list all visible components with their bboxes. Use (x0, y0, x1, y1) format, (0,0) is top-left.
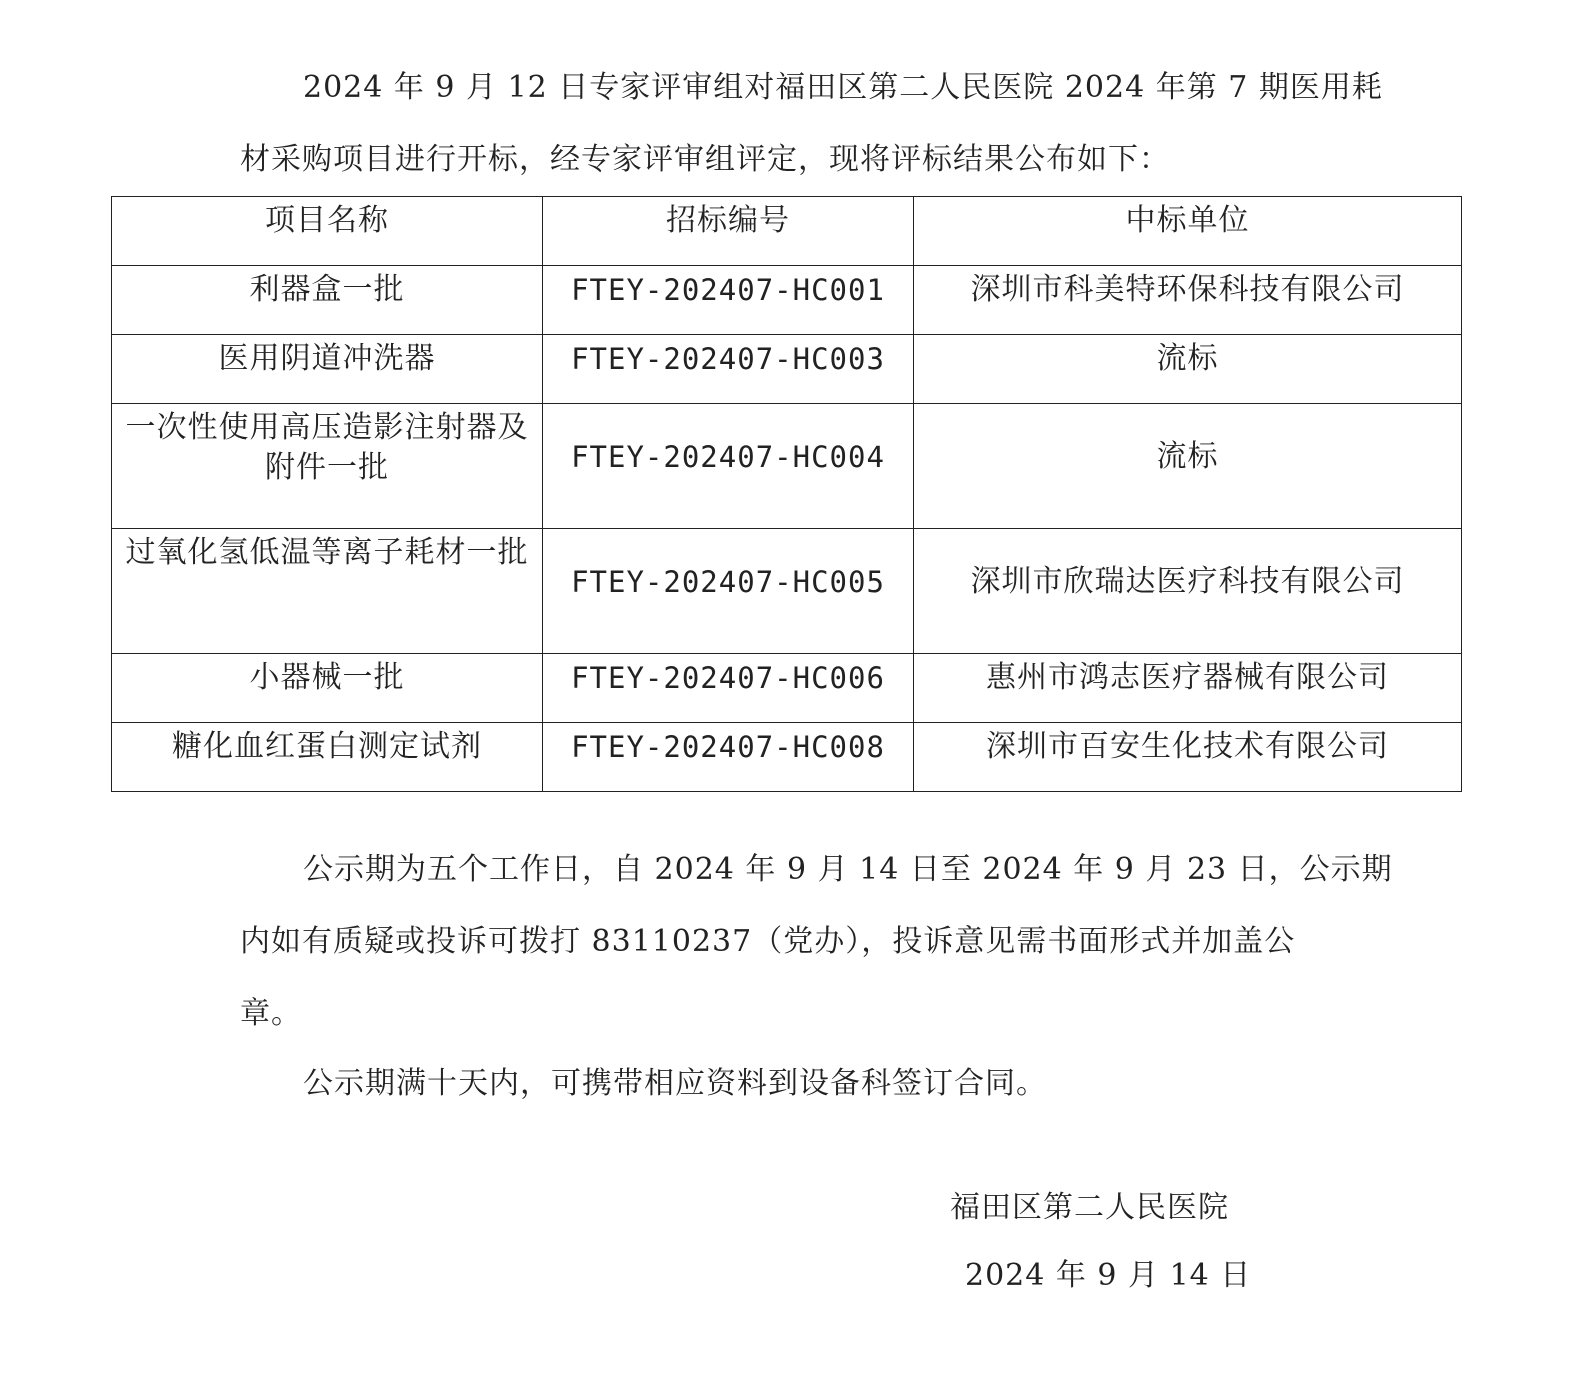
table-row (112, 654, 1462, 723)
cell-tender-number: FTEY-202407-HC003 (543, 335, 914, 404)
bid-results-table (111, 196, 1462, 792)
table-header-row (112, 197, 1462, 266)
cell-project-name: 糖化血红蛋白测定试剂 (112, 723, 543, 792)
signature-date: 2024 年 9 月 14 日 (965, 1258, 1252, 1293)
cell-tender-number: FTEY-202407-HC008 (543, 723, 914, 792)
cell-winning-company: 深圳市科美特环保科技有限公司 (914, 266, 1462, 335)
header-tender-number: 招标编号 (543, 197, 914, 266)
table-row (112, 266, 1462, 335)
table-row (112, 335, 1462, 404)
notice-text-line-3: 章。 (240, 996, 302, 1031)
signature-organization: 福田区第二人民医院 (950, 1190, 1229, 1225)
cell-tender-number: FTEY-202407-HC001 (543, 266, 914, 335)
header-project-name: 项目名称 (112, 197, 543, 266)
intro-text-line-1: 2024 年 9 月 12 日专家评审组对福田区第二人民医院 2024 年第 7 期医用耗 (303, 70, 1383, 105)
header-winning-company: 中标单位 (914, 197, 1462, 266)
table-row (112, 723, 1462, 792)
cell-project-name: 医用阴道冲洗器 (112, 335, 543, 404)
cell-project-name: 一次性使用高压造影注射器及附件一批 (112, 404, 543, 529)
cell-project-name: 小器械一批 (112, 654, 543, 723)
intro-text-line-2: 材采购项目进行开标，经专家评审组评定，现将评标结果公布如下： (240, 142, 1170, 177)
cell-winning-company: 深圳市欣瑞达医疗科技有限公司 (914, 529, 1462, 654)
cell-tender-number: FTEY-202407-HC005 (543, 529, 914, 654)
cell-tender-number: FTEY-202407-HC006 (543, 654, 914, 723)
cell-winning-company: 流标 (914, 335, 1462, 404)
cell-winning-company: 深圳市百安生化技术有限公司 (914, 723, 1462, 792)
cell-winning-company: 惠州市鸿志医疗器械有限公司 (914, 654, 1462, 723)
cell-project-name: 过氧化氢低温等离子耗材一批 (112, 529, 543, 654)
table-row (112, 529, 1462, 654)
cell-tender-number: FTEY-202407-HC004 (543, 404, 914, 529)
cell-winning-company: 流标 (914, 404, 1462, 529)
table-row (112, 404, 1462, 529)
notice-text-line-4: 公示期满十天内，可携带相应资料到设备科签订合同。 (303, 1066, 1047, 1101)
cell-project-name: 利器盒一批 (112, 266, 543, 335)
notice-text-line-1: 公示期为五个工作日，自 2024 年 9 月 14 日至 2024 年 9 月 23 日，公示期 (303, 852, 1393, 887)
notice-text-line-2: 内如有质疑或投诉可拨打 83110237（党办），投诉意见需书面形式并加盖公 (240, 924, 1296, 959)
